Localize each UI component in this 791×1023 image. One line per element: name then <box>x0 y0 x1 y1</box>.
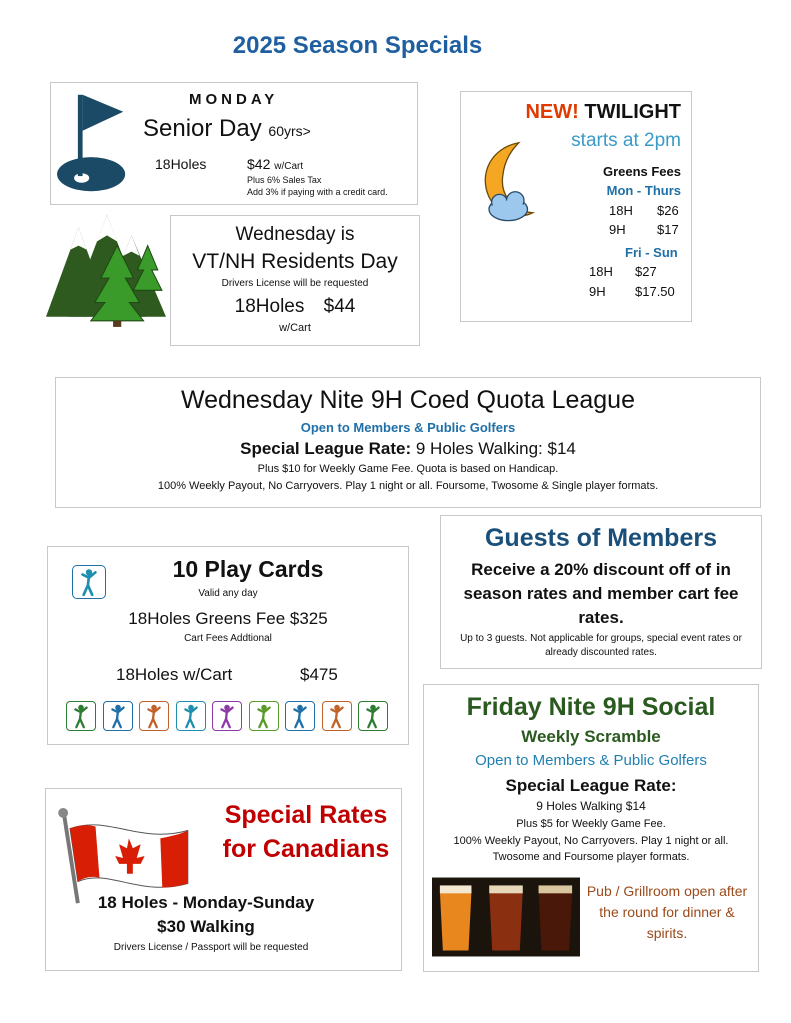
cards-cart-label: 18Holes w/Cart <box>116 665 233 684</box>
friday-payout: 100% Weekly Payout, No Carryovers. Play 1 night or all. <box>453 835 729 847</box>
fs-price: $17.50 <box>635 284 675 299</box>
canada-line2: $30 Walking <box>157 917 255 936</box>
canada-title1: Special Rates <box>224 801 388 829</box>
canada-note: Drivers License / Passport will be requested <box>113 942 309 953</box>
friday-walking: 9 Holes Walking $14 <box>536 799 646 813</box>
wednesday-price-line <box>171 296 419 318</box>
quota-title: Wednesday Nite 9H Coed Quota League <box>180 386 635 414</box>
senior-day-heading <box>143 115 311 143</box>
guests-title: Guests of Members <box>484 524 717 552</box>
friday-open: Open to Members & Public Golfers <box>475 752 707 769</box>
wednesday-residents-box <box>170 215 420 346</box>
guests-body: Receive a 20% discount off of in season rates and member cart fee rates. <box>463 560 739 627</box>
canada-box <box>45 788 402 971</box>
quota-rate-line <box>56 439 760 459</box>
monday-tax: Plus 6% Sales Tax <box>247 175 322 185</box>
golfer-punch-icon <box>176 701 206 731</box>
cards-title: 10 Play Cards <box>172 556 324 582</box>
golfer-punch-icon <box>322 701 352 731</box>
canada-title2: for Canadians <box>222 835 390 863</box>
friday-fee: Plus $5 for Weekly Game Fee. <box>516 818 666 830</box>
beer-glasses-icon <box>432 877 580 957</box>
quota-payout: 100% Weekly Payout, No Carryovers. Play 1 night or all. Foursome, Twosome & Single player formats. <box>157 480 659 492</box>
cards-cart-fees: Cart Fees Addtional <box>184 633 272 644</box>
golfer-punch-icon <box>249 701 279 731</box>
wednesday-line2: VT/NH Residents Day <box>192 250 398 273</box>
quota-rate-label: Special League Rate: <box>240 439 412 458</box>
friday-rate: Special League Rate: <box>505 776 677 795</box>
monday-price: $42 <box>247 156 271 172</box>
wednesday-cart: w/Cart <box>279 322 311 334</box>
greens-fees-label: Greens Fees <box>602 164 681 179</box>
monday-holes: 18Holes <box>155 156 207 172</box>
mountains-trees-icon <box>46 215 168 327</box>
wednesday-line1: Wednesday is <box>235 224 355 245</box>
quota-league-box <box>55 377 761 508</box>
wednesday-license: Drivers License will be requested <box>221 278 369 289</box>
mt-row-18 <box>609 203 679 218</box>
monday-price-line <box>247 156 303 172</box>
play-cards-box <box>47 546 409 745</box>
wednesday-holes: 18Holes <box>234 296 305 317</box>
twilight-title-line <box>525 101 681 124</box>
cards-cart-price: $475 <box>300 665 338 684</box>
quota-rate-value: 9 Holes Walking: $14 <box>415 439 576 458</box>
friday-social-box <box>423 684 759 972</box>
quota-open: Open to Members & Public Golfers <box>300 420 516 435</box>
mt-row-9 <box>609 222 679 237</box>
senior-day-title: Senior Day <box>143 115 262 142</box>
golfer-punch-icon <box>212 701 242 731</box>
quota-fee: Plus $10 for Weekly Game Fee. Quota is based on Handicap. <box>257 463 559 475</box>
mon-thurs-label: Mon - Thurs <box>606 183 681 198</box>
fs-row-9 <box>589 284 675 299</box>
mt-price: $17 <box>657 222 679 237</box>
wednesday-price: $44 <box>323 296 356 317</box>
mt-holes: 9H <box>609 222 626 237</box>
fs-holes: 18H <box>589 264 613 279</box>
mt-price: $26 <box>657 203 679 218</box>
twilight-box <box>460 91 692 322</box>
senior-age: 60yrs> <box>268 123 311 139</box>
fri-sun-label: Fri - Sun <box>625 245 678 260</box>
friday-pub: Pub / Grillroom open after the round for dinner & spirits. <box>586 883 748 941</box>
twilight-title: TWILIGHT <box>584 101 681 123</box>
friday-title: Friday Nite 9H Social <box>466 693 716 721</box>
fs-row-18 <box>589 264 657 279</box>
golfer-punch-icon <box>358 701 388 731</box>
monday-day: MONDAY <box>189 91 279 108</box>
golfer-punch-icon <box>139 701 169 731</box>
cards-greens: 18Holes Greens Fee $325 <box>128 609 328 628</box>
golf-flag-icon <box>55 91 131 195</box>
fs-holes: 9H <box>589 284 606 299</box>
canada-line1: 18 Holes - Monday-Sunday <box>97 893 315 912</box>
golfer-punch-icon <box>103 701 133 731</box>
monday-credit: Add 3% if paying with a credit card. <box>247 187 388 197</box>
friday-formats: Twosome and Foursome player formats. <box>492 851 690 863</box>
golfer-card-row <box>66 701 396 733</box>
page-title: 2025 Season Specials <box>232 32 483 59</box>
monday-price-note: w/Cart <box>274 161 304 172</box>
fs-price: $27 <box>635 264 657 279</box>
mt-holes: 18H <box>609 203 633 218</box>
guests-note: Up to 3 guests. Not applicable for groups, special event rates or already discounted rates. <box>460 633 742 658</box>
monday-senior-box <box>50 82 418 205</box>
guests-box <box>440 515 762 669</box>
new-badge: NEW! <box>525 101 579 123</box>
golfer-punch-icon <box>66 701 96 731</box>
friday-sub: Weekly Scramble <box>521 727 661 746</box>
cards-valid: Valid any day <box>198 588 258 599</box>
moon-cloud-icon <box>475 134 545 232</box>
twilight-starts: starts at 2pm <box>571 130 681 151</box>
golfer-punch-icon <box>285 701 315 731</box>
